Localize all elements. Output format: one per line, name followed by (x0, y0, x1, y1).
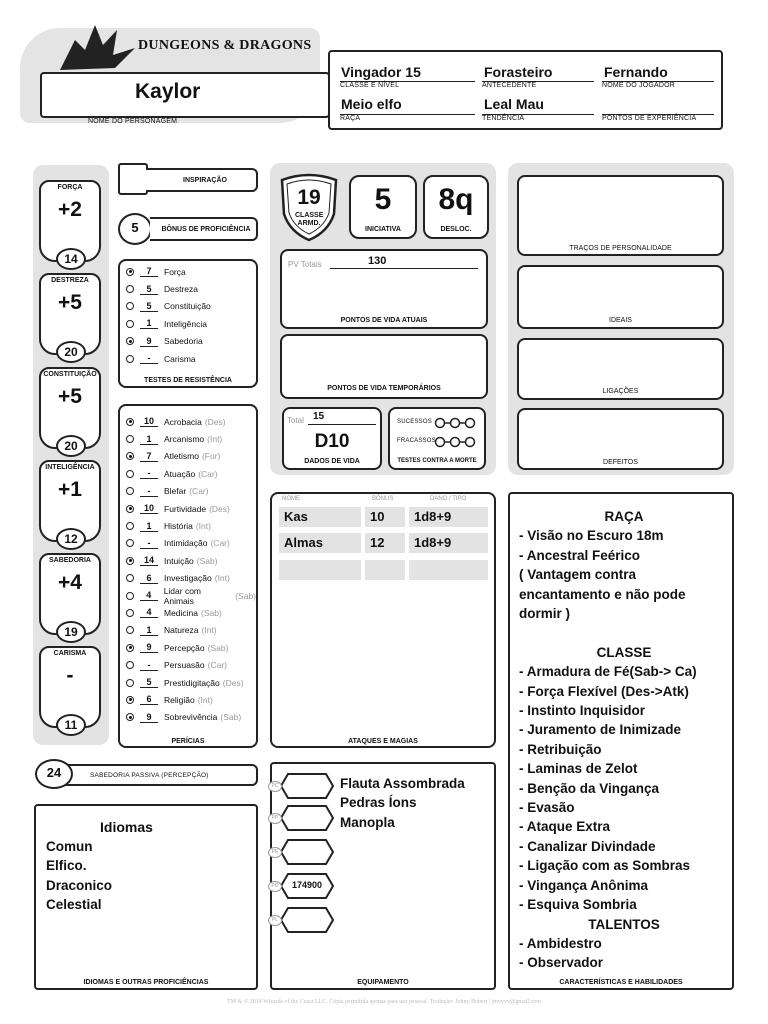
equipment-list[interactable] (340, 774, 465, 832)
proficiency-dot-icon[interactable] (126, 574, 134, 582)
ability-name: INTELIGÊNCIA (45, 464, 95, 471)
xp-label: PONTOS DE EXPERIÊNCIA (602, 114, 714, 122)
feature-line: encantamento e não pode (519, 586, 686, 602)
skill-attribute: (Des) (209, 503, 230, 514)
skill-attribute: (Sab) (207, 642, 229, 653)
languages-list[interactable] (46, 837, 112, 915)
hit-dice-label: DADOS DE VIDA (304, 458, 360, 465)
feature-line: - Instinto Inquisidor (519, 703, 645, 719)
feature-line: - Armadura de Fé(Sab-> Ca) (519, 664, 697, 680)
skill-value[interactable]: - (140, 538, 158, 549)
death-successes-track[interactable] (434, 416, 476, 434)
skill-attribute: (Sab) (235, 590, 257, 601)
skill-value[interactable]: 7 (140, 451, 158, 462)
languages-label: IDIOMAS E OUTRAS PROFICIÊNCIAS (83, 979, 209, 986)
background-label: ANTECEDENTE (482, 81, 594, 89)
skill-value[interactable]: - (140, 660, 158, 671)
skill-row[interactable] (126, 570, 256, 587)
ability-score[interactable]: 20 (56, 341, 86, 363)
skill-value[interactable]: 14 (140, 555, 158, 566)
saving-throw-value[interactable]: 5 (140, 284, 158, 295)
skills-list (126, 413, 256, 726)
proficiency-dot-icon[interactable] (126, 626, 134, 634)
death-saves-label: TESTES CONTRA A MORTE (397, 458, 477, 464)
ability-name: DESTREZA (51, 277, 89, 284)
feature-line: - Visão no Escuro 18m (519, 528, 664, 544)
hit-dice-total-value[interactable]: 15 (313, 411, 325, 422)
skill-row[interactable] (126, 656, 256, 673)
skill-attribute: (Sab) (201, 607, 222, 618)
passive-wisdom-label: SABEDORIA PASSIVA (PERCEPÇÃO) (90, 772, 209, 779)
saving-throw-name: Sabedoria (164, 336, 203, 347)
saving-throw-value[interactable]: - (140, 353, 158, 364)
proficiency-dot-icon[interactable] (126, 320, 134, 328)
skill-row[interactable] (126, 622, 256, 639)
skill-name: Intimidação (164, 538, 208, 549)
hit-dice-value[interactable]: D10 (314, 431, 350, 452)
proficiency-dot-icon[interactable] (126, 679, 134, 687)
coin-field[interactable] (280, 838, 334, 866)
saving-throws-label: TESTES DE RESISTÊNCIA (144, 377, 232, 384)
hp-max-label: PV Totais (288, 260, 322, 269)
skill-row[interactable] (126, 709, 256, 726)
saving-throw-row[interactable] (126, 350, 256, 367)
skill-attribute: (Des) (204, 416, 226, 427)
language-item: Celestial (46, 897, 102, 913)
race-value[interactable]: Meio elfo (341, 96, 402, 112)
skill-row[interactable] (126, 465, 256, 482)
ability-score[interactable]: 20 (56, 435, 86, 457)
skill-name: Persuasão (164, 660, 205, 671)
ability-score[interactable]: 11 (56, 714, 86, 736)
feature-line: TALENTOS (588, 916, 660, 932)
class-level-label: CLASSE E NÍVEL (340, 81, 475, 89)
coin-code: PE (268, 847, 282, 858)
proficiency-dot-icon[interactable] (126, 418, 134, 426)
saving-throw-row[interactable] (126, 333, 256, 350)
saving-throw-name: Carisma (164, 353, 196, 364)
death-failures-track[interactable] (434, 435, 476, 453)
skill-attribute: (Des) (222, 677, 244, 688)
skill-name: Intuição (164, 555, 194, 566)
saving-throw-name: Inteligência (164, 318, 208, 329)
feature-line: - Força Flexível (Des->Atk) (519, 683, 689, 699)
ability-modifier[interactable]: +2 (58, 198, 82, 221)
player-name-value[interactable]: Fernando (604, 64, 668, 80)
ability-box[interactable] (39, 646, 101, 732)
skill-name: Medicina (164, 607, 199, 618)
saving-throw-name: Força (164, 266, 186, 277)
ability-score[interactable]: 19 (56, 621, 86, 643)
proficiency-bonus-value: 5 (131, 220, 139, 235)
languages-title: Idiomas (100, 819, 153, 835)
skill-value[interactable]: 6 (140, 573, 158, 584)
skill-row[interactable] (126, 552, 256, 569)
skill-attribute: (Car) (210, 538, 230, 549)
proficiency-dot-icon[interactable] (126, 505, 134, 513)
ability-name: SABEDORIA (48, 557, 91, 564)
attacks-box (270, 492, 496, 748)
skill-attribute: (For) (201, 451, 221, 462)
alignment-label: TENDÊNCIA (482, 114, 594, 122)
ability-name: CONSTITUIÇÃO (43, 371, 97, 378)
skill-attribute: (Int) (197, 694, 213, 705)
initiative-value[interactable]: 5 (374, 183, 392, 216)
saving-throw-name: Destreza (164, 284, 199, 295)
equipment-item: Pedras Íons (340, 795, 417, 811)
feature-line: dormir ) (519, 606, 571, 622)
attack-bonus-cell[interactable]: 12 (365, 533, 405, 553)
skill-value[interactable]: 1 (140, 434, 158, 445)
skill-row[interactable] (126, 448, 256, 465)
attack-bonus-cell[interactable] (365, 560, 405, 580)
proficiency-dot-icon[interactable] (126, 470, 134, 478)
feature-line: - Retribuição (519, 741, 602, 757)
skill-name: Prestidigitação (164, 677, 220, 688)
ability-modifier[interactable]: +5 (58, 385, 82, 408)
ideals-label: IDEAIS (609, 317, 632, 324)
attack-damage-cell[interactable]: 1d8+9 (409, 533, 488, 553)
saving-throw-row[interactable] (126, 280, 256, 297)
equipment-item: Flauta Assombrada (340, 776, 465, 791)
proficiency-dot-icon[interactable] (126, 713, 134, 721)
bonds-label: LIGAÇÕES (602, 388, 639, 395)
initiative-label: INICIATIVA (365, 226, 401, 233)
hp-temp-label: PONTOS DE VIDA TEMPORÁRIOS (327, 385, 441, 392)
skill-name: História (164, 521, 193, 532)
attacks-label: ATAQUES E MAGIAS (348, 738, 418, 745)
coin-code: PL (268, 915, 282, 926)
ability-box[interactable] (39, 460, 101, 546)
equipment-item: Manopla (340, 814, 395, 830)
skill-value[interactable]: 1 (140, 521, 158, 532)
speed-label: DESLOC. (440, 226, 472, 233)
skill-value[interactable]: 9 (140, 712, 158, 723)
ability-modifier[interactable]: +4 (58, 571, 82, 594)
proficiency-label: BÔNUS DE PROFICIÊNCIA (161, 226, 251, 233)
feature-line: - Vingança Anônima (519, 877, 649, 893)
language-item: Draconico (46, 877, 113, 893)
saving-throw-value[interactable]: 5 (140, 301, 158, 312)
skill-name: Religião (164, 694, 195, 705)
ability-name: CARISMA (53, 650, 87, 657)
skill-attribute: (Int) (214, 573, 230, 584)
hp-current-label: PONTOS DE VIDA ATUAIS (340, 317, 428, 324)
skill-name: Furtividade (164, 503, 207, 514)
saving-throws-list (126, 263, 256, 367)
feature-line: RAÇA (604, 509, 644, 524)
coin-field[interactable] (280, 772, 334, 800)
coin-field[interactable] (280, 906, 334, 934)
skill-row[interactable] (126, 517, 256, 534)
personality-traits-box[interactable] (517, 175, 724, 256)
proficiency-dot-icon[interactable] (126, 337, 134, 345)
skill-value[interactable]: 10 (140, 416, 158, 427)
background-value[interactable]: Forasteiro (484, 64, 553, 80)
skill-value[interactable]: - (140, 486, 158, 497)
skill-row[interactable] (126, 413, 256, 430)
skills-label: PERÍCIAS (171, 738, 205, 745)
ability-box[interactable] (39, 273, 101, 359)
feature-line: - Esquiva Sombria (519, 897, 637, 913)
alignment-value[interactable]: Leal Mau (484, 96, 544, 112)
feature-line: - Laminas de Zelot (519, 761, 638, 777)
skill-attribute: (Int) (207, 434, 223, 445)
proficiency-dot-icon[interactable] (126, 452, 134, 460)
feature-line: - Ligação com as Sombras (519, 858, 691, 874)
feature-line: - Evasão (519, 800, 575, 816)
proficiency-dot-icon[interactable] (126, 355, 134, 363)
skill-name: Atuação (164, 468, 196, 479)
skill-name: Atletismo (164, 451, 199, 462)
armor-class-label: CLASSE ARMD. (295, 212, 324, 227)
skill-value[interactable]: 6 (140, 694, 158, 705)
attack-bonus-cell[interactable]: 10 (365, 507, 405, 527)
saving-throw-value[interactable]: 7 (140, 266, 158, 277)
skill-name: Blefar (164, 486, 187, 497)
features-label: CARACTERÍSTICAS E HABILIDADES (559, 979, 683, 986)
coin-field[interactable] (280, 804, 334, 832)
proficiency-dot-icon[interactable] (126, 696, 134, 704)
hit-dice-total-line (308, 424, 376, 425)
equipment-label: EQUIPAMENTO (357, 979, 409, 986)
skill-value[interactable]: 4 (140, 607, 158, 618)
skill-attribute: (Car) (198, 468, 218, 479)
skill-name: Sobrevivência (164, 712, 218, 723)
proficiency-dot-icon[interactable] (126, 557, 134, 565)
skill-row[interactable] (126, 639, 256, 656)
skill-name: Lidar com Animais (163, 585, 202, 606)
skill-attribute: (Int) (195, 521, 211, 532)
proficiency-dot-icon[interactable] (126, 539, 134, 547)
attack-damage-cell[interactable]: 1d8+9 (409, 507, 488, 527)
skill-row[interactable] (126, 500, 256, 517)
player-name-label: NOME DO JOGADOR (602, 81, 714, 89)
feature-line: - Observador (519, 955, 604, 971)
feature-line: ( Vantagem contra (519, 567, 637, 583)
skill-row[interactable] (126, 691, 256, 708)
skill-row[interactable] (126, 535, 256, 552)
skill-value[interactable]: - (140, 468, 158, 479)
passive-wisdom-value: 24 (46, 765, 62, 780)
skill-attribute: (Sab) (196, 555, 218, 566)
proficiency-dot-icon[interactable] (126, 644, 134, 652)
saving-throw-row[interactable] (126, 315, 256, 332)
proficiency-dot-icon[interactable] (126, 661, 134, 669)
coin-code: PC (268, 781, 282, 792)
speed-value[interactable]: 8q (438, 183, 474, 216)
inspiration-label: INSPIRAÇÃO (183, 177, 227, 184)
skill-name: Natureza (164, 625, 199, 636)
skill-value[interactable]: 1 (140, 625, 158, 636)
saving-throw-value[interactable]: 1 (140, 318, 158, 329)
character-name-label: NOME DO PERSONAGEM (88, 116, 288, 125)
ability-score[interactable]: 14 (56, 248, 86, 270)
class-level-value[interactable]: Vingador 15 (341, 64, 421, 80)
attack-damage-cell[interactable] (409, 560, 488, 580)
proficiency-dot-icon[interactable] (126, 592, 134, 600)
skill-value[interactable]: 10 (140, 503, 158, 514)
feature-line: - Juramento de Inimizade (519, 722, 682, 738)
skill-value[interactable]: 4 (140, 590, 158, 601)
attack-name-cell[interactable]: Almas (279, 533, 361, 553)
skill-name: Percepção (164, 642, 205, 653)
armor-class-value[interactable]: 19 (297, 186, 321, 209)
feature-line: - Ataque Extra (519, 819, 611, 835)
inspiration-box[interactable] (118, 163, 148, 195)
flaws-label: DEFEITOS (603, 459, 638, 466)
coin-code: PP (268, 813, 282, 824)
ability-box[interactable] (39, 367, 101, 453)
hp-max-line (330, 268, 478, 269)
personality-traits-label: TRAÇOS DE PERSONALIDADE (569, 245, 672, 252)
ability-box[interactable] (39, 553, 101, 639)
skill-name: Arcanismo (164, 434, 205, 445)
character-name[interactable]: Kaylor (135, 80, 201, 103)
skill-name: Acrobacia (164, 416, 202, 427)
game-logo: DUNGEONS & DRAGONS (138, 38, 312, 53)
proficiency-dot-icon[interactable] (126, 435, 134, 443)
ability-box[interactable] (39, 180, 101, 266)
hit-dice-total-label: Total (287, 416, 304, 425)
coin-code: PO (268, 881, 282, 892)
proficiency-dot-icon[interactable] (126, 522, 134, 530)
attacks-header-name: NOME (282, 496, 300, 502)
ability-score[interactable]: 12 (56, 528, 86, 550)
attack-name-cell[interactable] (279, 560, 361, 580)
skill-attribute: (Car) (207, 660, 227, 671)
feature-line: - Canalizar Divindade (519, 838, 656, 854)
skill-row[interactable] (126, 483, 256, 500)
feature-line: - Ancestral Feérico (519, 547, 641, 563)
features-list[interactable] (519, 507, 729, 973)
skill-value[interactable]: 5 (140, 677, 158, 688)
skill-row[interactable] (126, 604, 256, 621)
saving-throw-name: Constituição (164, 301, 211, 312)
proficiency-dot-icon[interactable] (126, 609, 134, 617)
attacks-header-damage: DANO / TIPO (430, 496, 467, 502)
language-item: Comun (46, 839, 93, 854)
coin-value[interactable]: 174900 (291, 880, 323, 890)
language-item: Elfico. (46, 858, 87, 874)
feature-line: CLASSE (596, 644, 652, 660)
saving-throw-value[interactable]: 9 (140, 336, 158, 347)
ability-modifier[interactable]: +1 (58, 478, 82, 501)
ability-modifier[interactable]: - (66, 664, 74, 687)
race-label: RAÇA (340, 114, 475, 122)
saving-throw-row[interactable] (126, 263, 256, 280)
proficiency-dot-icon[interactable] (126, 268, 134, 276)
proficiency-dot-icon[interactable] (126, 285, 134, 293)
feature-line: - Benção da Vingança (519, 780, 660, 796)
attack-name-cell[interactable]: Kas (279, 507, 361, 527)
skill-row[interactable] (126, 587, 256, 604)
dragon-logo-icon (55, 20, 145, 75)
skill-value[interactable]: 9 (140, 642, 158, 653)
attacks-header-bonus: BÔNUS (372, 496, 394, 502)
footer-copyright: TM & © 2014 Wizards of the Coast LLC. Cópia permitida apenas para uso pessoal. Tradução: Johny Bobert | jmvvvv@gmail.com (227, 999, 541, 1005)
death-failures-label: FRACASSOS (397, 438, 436, 444)
skill-name: Investigação (164, 573, 212, 584)
proficiency-dot-icon[interactable] (126, 487, 134, 495)
skill-attribute: (Int) (201, 625, 217, 636)
skill-attribute: (Car) (189, 486, 209, 497)
skill-attribute: (Sab) (220, 712, 242, 723)
death-successes-label: SUCESSOS (397, 419, 432, 425)
hp-max-value[interactable]: 130 (368, 255, 387, 267)
proficiency-dot-icon[interactable] (126, 302, 134, 310)
saving-throw-row[interactable] (126, 298, 256, 315)
feature-line (519, 623, 729, 642)
skill-row[interactable] (126, 430, 256, 447)
skill-row[interactable] (126, 674, 256, 691)
ability-name: FORÇA (57, 184, 83, 191)
ability-modifier[interactable]: +5 (58, 291, 82, 314)
feature-line: - Ambidestro (519, 935, 602, 951)
